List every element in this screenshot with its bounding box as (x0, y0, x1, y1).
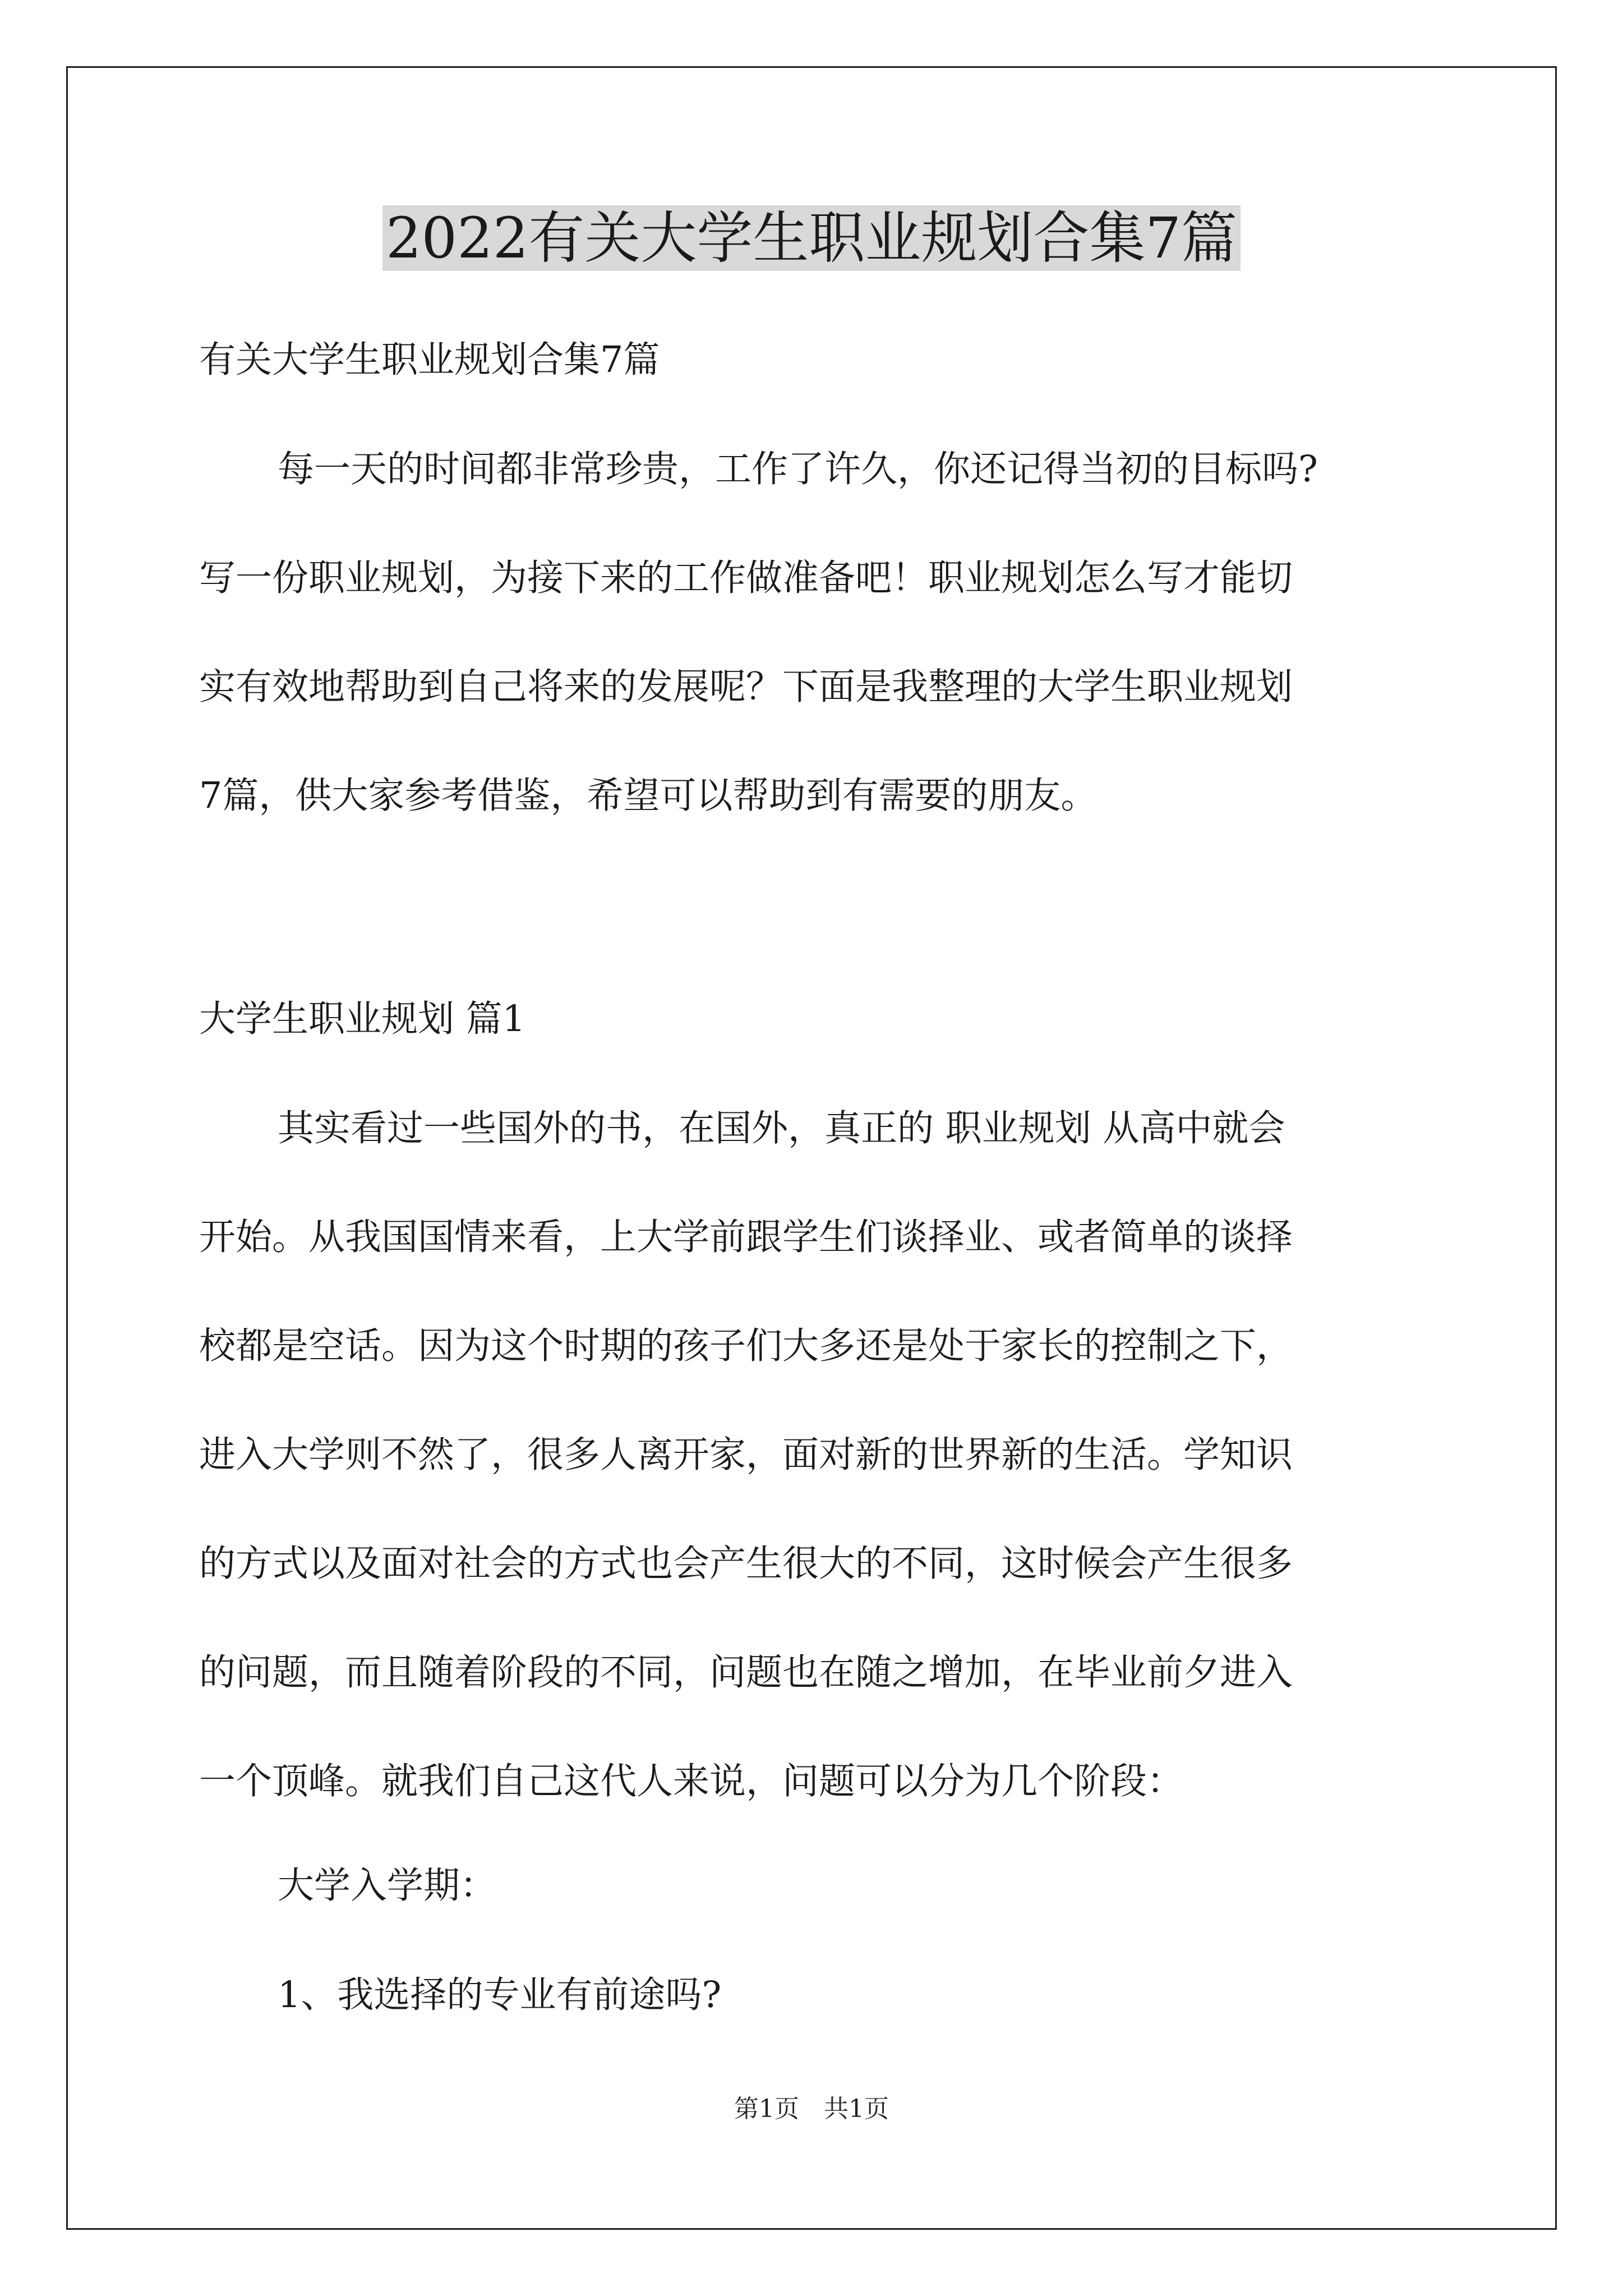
section-1-paragraph (199, 1074, 1450, 1836)
paragraph-line: 校都是空话。因为这个时期的孩子们大多还是处于家长的控制之下， (199, 1325, 1293, 1367)
paragraph-line: 其实看过一些国外的书，在国外，真正的 职业规划 从高中就会 (278, 1107, 1285, 1149)
intro-line: 实有效地帮助到自己将来的发展呢？下面是我整理的大学生职业规划 (199, 666, 1293, 708)
page-footer (0, 2092, 1623, 2126)
paragraph-line: 的方式以及面对社会的方式也会产生很大的不同，这时候会产生很多 (199, 1543, 1293, 1585)
paragraph-line: 开始。从我国国情来看，上大学前跟学生们谈择业、或者简单的谈择 (199, 1216, 1293, 1258)
intro-line: 写一份职业规划，为接下来的工作做准备吧！职业规划怎么写才能切 (199, 557, 1293, 599)
section-1-heading: 大学生职业规划 篇1 (199, 998, 526, 1040)
paragraph-line: 一个顶峰。就我们自己这代人来说，问题可以分为几个阶段： (199, 1760, 1184, 1802)
intro-line: 每一天的时间都非常珍贵，工作了许久，你还记得当初的目标吗? (278, 448, 1318, 490)
page-number-current: 第1页 (734, 2095, 799, 2123)
term-heading: 大学入学期： (278, 1865, 497, 1907)
intro-line: 7篇，供大家参考借鉴，希望可以帮助到有需要的朋友。 (199, 775, 1098, 817)
question-item: 1、我选择的专业有前途吗? (278, 1974, 722, 2016)
document-subtitle: 有关大学生职业规划合集7篇 (199, 339, 660, 381)
paragraph-line: 的问题，而且随着阶段的不同，问题也在随之增加，在毕业前夕进入 (199, 1651, 1293, 1694)
page-number-total: 共1页 (824, 2095, 889, 2123)
paragraph-line: 进入大学则不然了，很多人离开家，面对新的世界新的生活。学知识 (199, 1434, 1293, 1476)
intro-paragraph (199, 415, 1450, 850)
document-title-text: 2022有关大学生职业规划合集7篇 (382, 205, 1241, 271)
document-title (0, 199, 1623, 278)
